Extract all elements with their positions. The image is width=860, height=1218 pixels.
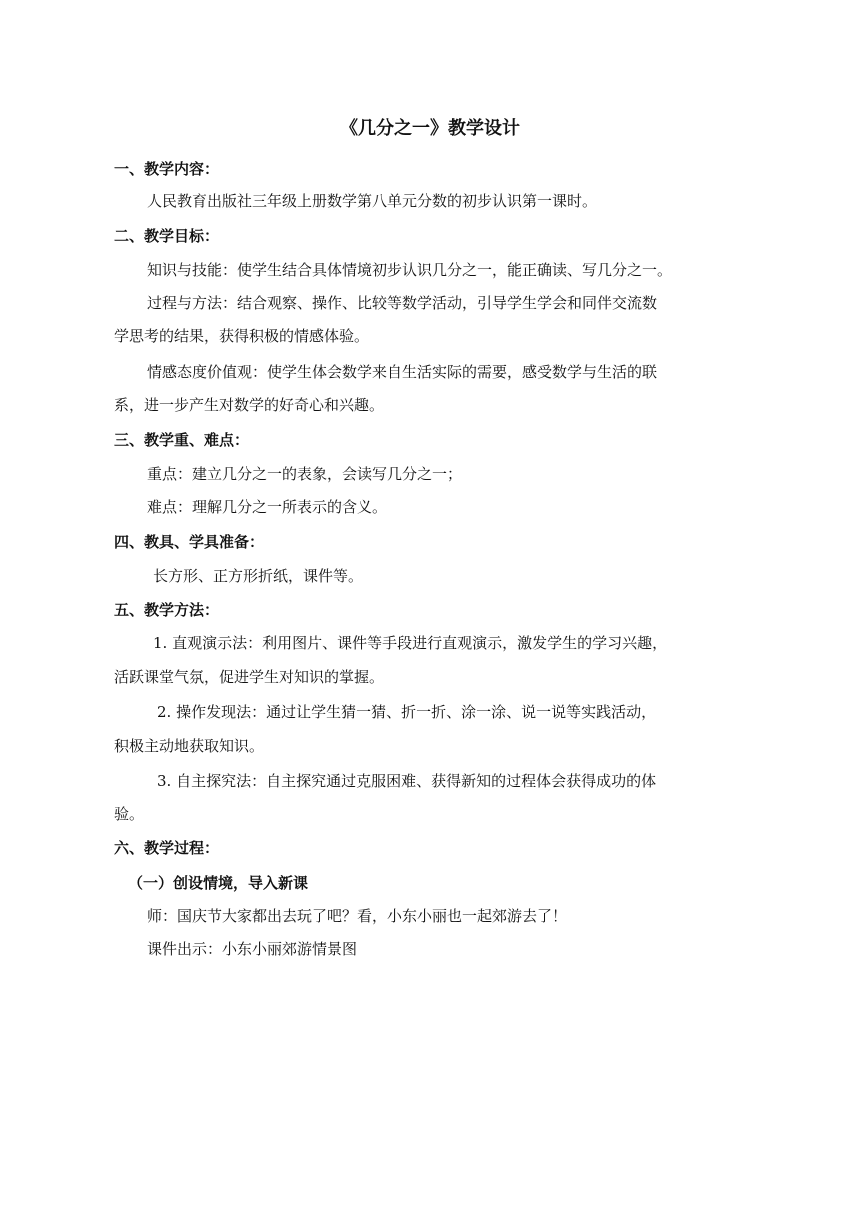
paragraph-key-point: 重点：建立几分之一的表象，会读写几分之一； bbox=[147, 465, 463, 483]
document-title: 《几分之一》教学设计 bbox=[340, 118, 520, 139]
paragraph-process-method-line2: 学思考的结果，获得积极的情感体验。 bbox=[114, 327, 370, 345]
paragraph-process-method-line1: 过程与方法：结合观察、操作、比较等数学活动，引导学生学会和同伴交流数 bbox=[147, 294, 658, 312]
method-2-line2: 积极主动地获取知识。 bbox=[114, 737, 265, 755]
section-heading-process: 六、教学过程： bbox=[114, 839, 220, 857]
paragraph-knowledge-skills: 知识与技能：使学生结合具体情境初步认识几分之一，能正确读、写几分之一。 bbox=[147, 261, 673, 279]
subsection-heading-intro: （一）创设情境，导入新课 bbox=[128, 874, 309, 892]
section-heading-methods: 五、教学方法： bbox=[114, 601, 220, 619]
section-heading-content: 一、教学内容： bbox=[114, 160, 220, 178]
method-1-line1: 1. 直观演示法：利用图片、课件等手段进行直观演示，激发学生的学习兴趣， bbox=[153, 634, 668, 652]
method-3-line1: 3. 自主探究法：自主探究通过克服困难、获得新知的过程体会获得成功的体 bbox=[157, 772, 657, 790]
paragraph-teacher-line: 师：国庆节大家都出去玩了吧？看，小东小丽也一起郊游去了！ bbox=[147, 907, 568, 925]
paragraph-attitude-values-line2: 系，进一步产生对数学的好奇心和兴趣。 bbox=[114, 396, 385, 414]
section-heading-goals: 二、教学目标： bbox=[114, 227, 220, 245]
paragraph-courseware: 课件出示：小东小丽郊游情景图 bbox=[147, 940, 358, 958]
paragraph-content: 人民教育出版社三年级上册数学第八单元分数的初步认识第一课时。 bbox=[147, 192, 598, 210]
paragraph-difficult-point: 难点：理解几分之一所表示的含义。 bbox=[147, 498, 388, 516]
method-1-line2: 活跃课堂气氛，促进学生对知识的掌握。 bbox=[114, 668, 385, 686]
section-heading-materials: 四、教具、学具准备： bbox=[114, 533, 265, 551]
method-2-line1: 2. 操作发现法：通过让学生猜一猜、折一折、涂一涂、说一说等实践活动， bbox=[157, 703, 657, 721]
paragraph-materials: 长方形、正方形折纸，课件等。 bbox=[153, 567, 364, 585]
section-heading-key-points: 三、教学重、难点： bbox=[114, 431, 250, 449]
method-3-line2: 验。 bbox=[114, 805, 145, 823]
paragraph-attitude-values-line1: 情感态度价值观：使学生体会数学来自生活实际的需要，感受数学与生活的联 bbox=[147, 363, 658, 381]
